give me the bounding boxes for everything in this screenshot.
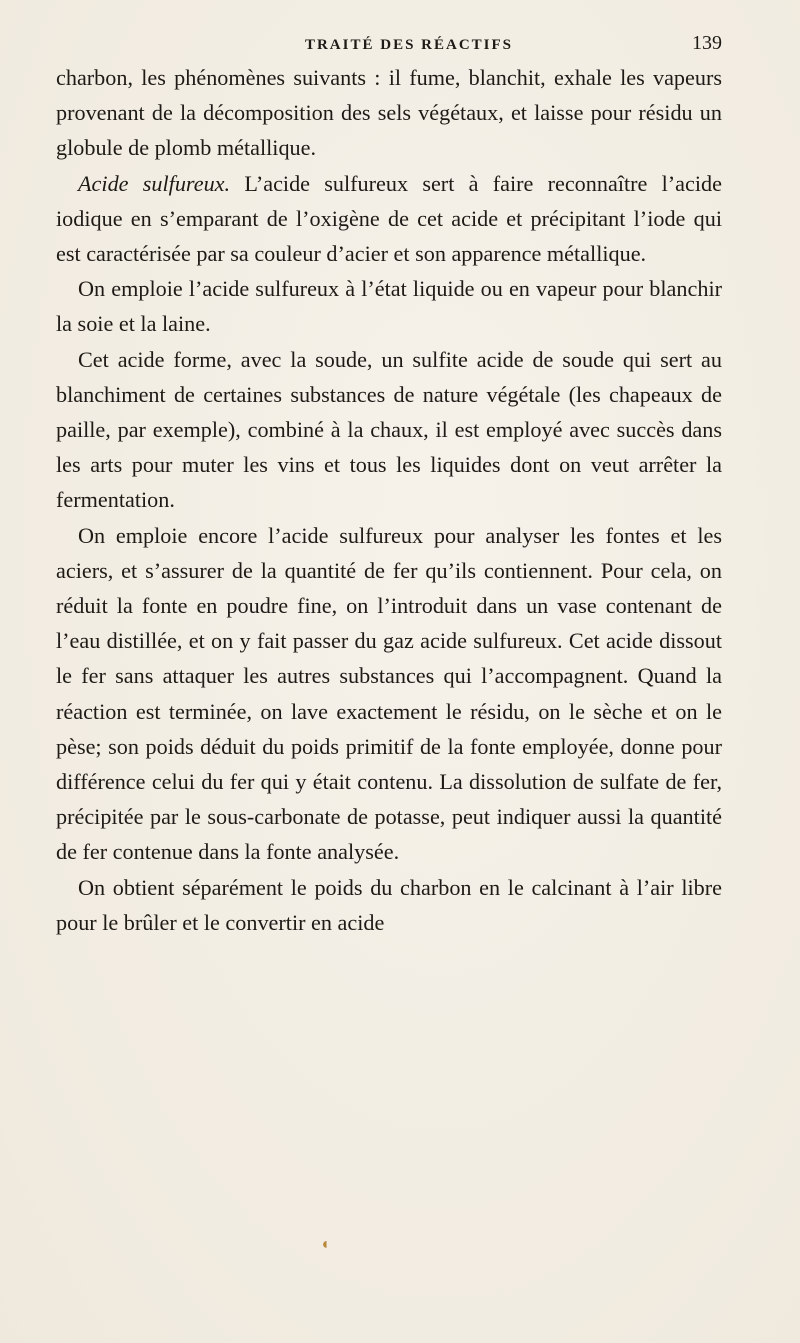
paragraph-4: Cet acide forme, avec la soude, un sulfite acide de soude qui sert au blanchiment de certaines substances de nature végétale (les chapeaux de paille, par exemple), combiné à la chaux, il est employé avec succès dans les arts pour muter les vins et tous les liquides dont on veut arrêter la fermentation.: [56, 346, 722, 513]
paragraph-3: On emploie l’acide sulfureux à l’état liquide ou en vapeur pour blanchir la soie et la laine.: [56, 276, 722, 337]
paragraph-5: On emploie encore l’acide sulfureux pour analyser les fontes et les aciers, et s’assurer de la quantité de fer qu’ils contiennent. Pour cela, on réduit la fonte en poudre fine, on l’introduit dans un vase contenant de l’eau distillée, et on y fait passer du gaz acide sulfureux. Cet acide dissout le fer sans attaquer les autres substances qui l’accompagnent. Quand la réaction est terminée, on lave exactement le résidu, on le sèche et on le pèse; son poids déduit du poids primitif de la fonte employée, donne pour différence celui du fer qui y était contenu. La dissolution de sulfate de fer, précipitée par le sous-carbonate de potasse, peut indiquer aussi la quantité de fer contenue dans la fonte analysée.: [56, 522, 722, 865]
section-title-acide-sulfureux: Acide sulfureux.: [78, 170, 231, 196]
body-text: [56, 60, 722, 940]
paragraph-1: charbon, les phénomènes suivants : il fume, blanchit, exhale les vapeurs provenant de la décomposition des sels végétaux, et laisse pour résidu un globule de plomb métallique.: [56, 65, 722, 161]
page-number: 139: [692, 32, 722, 54]
ink-stain: ◖: [320, 1236, 330, 1253]
paragraph-2-text: L’acide sulfureux sert à faire reconnaître l’acide iodique en s’emparant de l’oxigène de cet acide et précipitant l’iode qui est caractérisée par sa couleur d’acier et son apparence métallique.: [56, 170, 722, 267]
running-head: TRAITÉ DES RÉACTIFS: [304, 37, 514, 53]
paragraph-6: On obtient séparément le poids du charbon en le calcinant à l’air libre pour le brûler et le convertir en acide: [56, 874, 722, 935]
page-header: [56, 34, 722, 64]
paragraph-2: [56, 166, 722, 272]
